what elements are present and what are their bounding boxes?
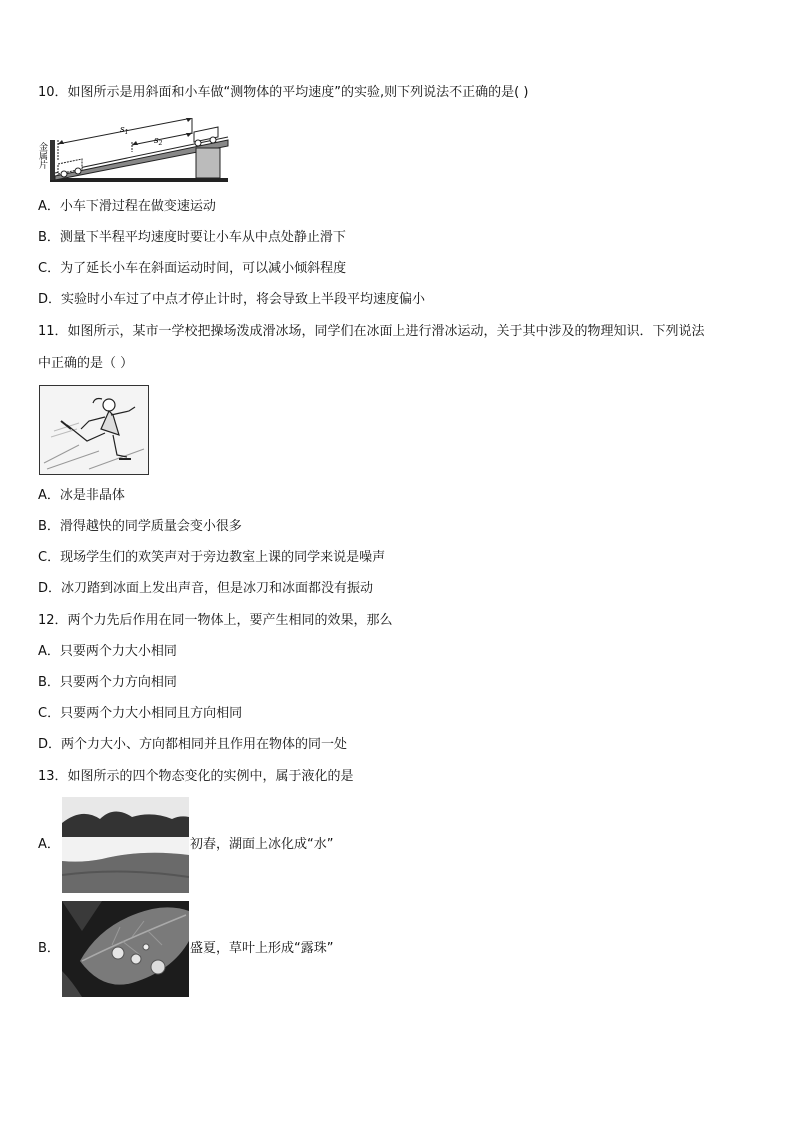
- q11-option-d[interactable]: D．冰刀踏到冰面上发出声音，但是冰刀和冰面都没有振动: [38, 581, 374, 596]
- incline-figure: [36, 118, 231, 186]
- q12-option-a[interactable]: A．只要两个力大小相同: [38, 644, 177, 659]
- q12-option-d[interactable]: D．两个力大小、方向都相同并且作用在物体的同一处: [38, 737, 348, 752]
- s1-label: $s_1$: [120, 125, 129, 136]
- q10-option-b[interactable]: B．测量下半程平均速度时要让小车从中点处静止滑下: [38, 230, 346, 245]
- metal-plate-label: 金属片: [37, 142, 47, 169]
- q13-option-b-label[interactable]: B．: [38, 941, 60, 956]
- skater-figure: [39, 385, 149, 475]
- q13-option-b-text: 盛夏，草叶上形成“露珠”: [190, 941, 334, 956]
- q11-option-b[interactable]: B．滑得越快的同学质量会变小很多: [38, 519, 242, 534]
- s2-label: $s_2$: [154, 136, 163, 147]
- q10-option-c[interactable]: C．为了延长小车在斜面运动时间，可以减小倾斜程度: [38, 261, 347, 276]
- q12-stem: 12．两个力先后作用在同一物体上，要产生相同的效果，那么: [38, 613, 393, 628]
- q12-option-b[interactable]: B．只要两个力方向相同: [38, 675, 177, 690]
- q10-stem: 10．如图所示是用斜面和小车做“测物体的平均速度”的实验,则下列说法不正确的是( ): [38, 85, 529, 100]
- cart-top: [194, 127, 218, 146]
- lake-ice-photo: [62, 797, 189, 893]
- q10-option-d[interactable]: D．实验时小车过了中点才停止计时，将会导致上半段平均速度偏小: [38, 292, 426, 307]
- q13-stem: 13．如图所示的四个物态变化的实例中，属于液化的是: [38, 769, 354, 784]
- q13-option-a-text: 初春，湖面上冰化成“水”: [190, 837, 334, 852]
- q11-option-a[interactable]: A．冰是非晶体: [38, 488, 125, 503]
- q12-option-c[interactable]: C．只要两个力大小相同且方向相同: [38, 706, 243, 721]
- q11-stem-line2: 中正确的是（ ）: [38, 356, 134, 371]
- q11-option-c[interactable]: C．现场学生们的欢笑声对于旁边教室上课的同学来说是噪声: [38, 550, 386, 565]
- dew-leaf-photo: [62, 901, 189, 997]
- q13-option-a-label[interactable]: A．: [38, 837, 60, 852]
- q10-option-a[interactable]: A．小车下滑过程在做变速运动: [38, 199, 216, 214]
- q11-stem-line1: 11．如图所示，某市一学校把操场泼成滑冰场，同学们在冰面上进行滑冰运动，关于其中涉及的物理知识．下列说法: [38, 324, 705, 339]
